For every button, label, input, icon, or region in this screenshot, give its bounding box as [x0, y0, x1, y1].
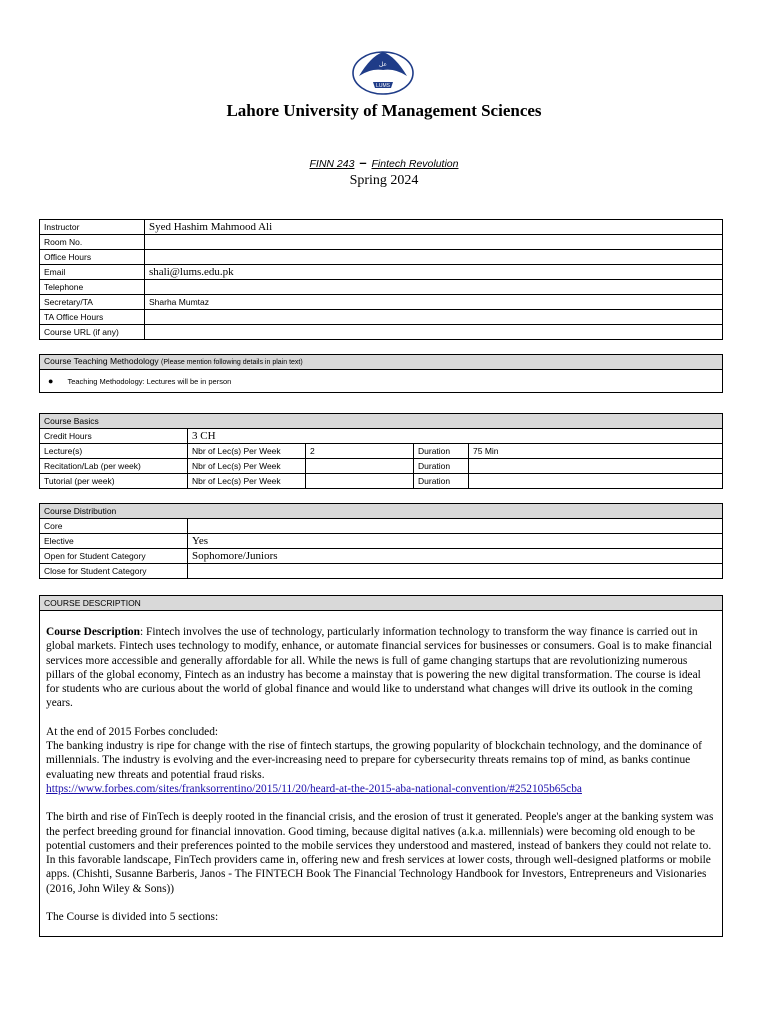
table-row — [40, 295, 723, 310]
row-value — [145, 310, 723, 325]
row-value — [188, 519, 723, 534]
nbr-label: Nbr of Lec(s) Per Week — [188, 474, 306, 489]
forbes-link[interactable]: https://www.forbes.com/sites/franksorrentino/2015/11/20/heard-at-the-2015-aba-national-convention/#252105b65cba — [46, 782, 582, 795]
nbr-label: Nbr of Lec(s) Per Week — [188, 459, 306, 474]
table-row — [40, 220, 723, 235]
table-row — [40, 325, 723, 340]
table-row — [40, 280, 723, 295]
description-paragraph-3: The birth and rise of FinTech is deeply rooted in the financial crisis, and the erosion of trust it generated. People's anger at the banking system was the perfect breeding ground for financial innovation. Good timing, because digital natives (a.k.a. millennials) were becoming old enough to be potential customers and their preferences pointed to the mobile services they understood and mastered, instead of bankers they could not relate to. In this favorable landscape, FinTech providers came in, offering new and fresh services at lower costs, through well-designed platforms or mobile apps. (Chishti, Susanne Barberis, Janos - The FINTECH Book The Financial Technology Handbook for Investors, Entrepreneurs and Visionaries (2016, John Wiley & Sons)) — [46, 811, 714, 895]
row-value: Sharha Mumtaz — [145, 295, 723, 310]
row-label: Instructor — [40, 220, 145, 235]
duration-value — [469, 474, 723, 489]
methodology-header: Course Teaching Methodology (Please mention following details in plain text) — [40, 355, 723, 370]
duration-label: Duration — [414, 474, 469, 489]
methodology-note: (Please mention following details in plain text) — [161, 359, 303, 366]
table-row — [40, 250, 723, 265]
row-value — [145, 325, 723, 340]
table-row — [40, 235, 723, 250]
description-paragraph-4: The Course is divided into 5 sections: — [46, 911, 219, 924]
row-value — [145, 280, 723, 295]
row-label: Tutorial (per week) — [40, 474, 188, 489]
row-value — [145, 250, 723, 265]
course-code: FINN 243 — [309, 158, 355, 170]
course-description-body — [39, 610, 723, 937]
nbr-label: Nbr of Lec(s) Per Week — [188, 444, 306, 459]
credit-hours-label: Credit Hours — [40, 429, 188, 444]
description-paragraph-2: At the end of 2015 Forbes concluded: The banking industry is ripe for change with the rise of fintech startups, the growing popularity of blockchain technology, and the dominance of millennials. The industry is evolving and the ever-increasing need to prepare for cybersecurity threats remains top of mind, as banks continue evaluating new threats and potential fraud risks. https://www.forbes.com/sites/franksorrentino/2015/11/20/heard-at-the-2015-aba-national-convention/#252105b65cba — [46, 725, 702, 795]
nbr-value — [306, 474, 414, 489]
course-basics-header: Course Basics — [40, 414, 723, 429]
row-value: Syed Hashim Mahmood Ali — [145, 220, 723, 235]
table-row — [40, 549, 723, 564]
row-label: Course URL (if any) — [40, 325, 145, 340]
row-label: Secretary/TA — [40, 295, 145, 310]
table-row — [40, 534, 723, 549]
row-label: Recitation/Lab (per week) — [40, 459, 188, 474]
row-label: Telephone — [40, 280, 145, 295]
course-description-table — [39, 595, 723, 611]
table-row — [40, 444, 723, 459]
methodology-bullet: ● Teaching Methodology: Lectures will be in person — [40, 370, 723, 393]
duration-label: Duration — [414, 444, 469, 459]
lums-logo — [351, 46, 415, 96]
logo-text: LUMS — [376, 83, 390, 89]
row-label: Elective — [40, 534, 188, 549]
course-distribution-header: Course Distribution — [40, 504, 723, 519]
row-label: TA Office Hours — [40, 310, 145, 325]
row-label: Office Hours — [40, 250, 145, 265]
nbr-value — [306, 459, 414, 474]
duration-label: Duration — [414, 459, 469, 474]
table-row — [40, 474, 723, 489]
course-basics-table — [39, 413, 723, 489]
row-value — [145, 235, 723, 250]
table-row — [40, 564, 723, 579]
row-label: Core — [40, 519, 188, 534]
course-distribution-table — [39, 503, 723, 579]
instructor-table — [39, 219, 723, 340]
duration-value — [469, 459, 723, 474]
table-row — [40, 265, 723, 280]
term: Spring 2024 — [349, 173, 419, 188]
row-label: Email — [40, 265, 145, 280]
table-row — [40, 519, 723, 534]
bullet-icon: ● — [48, 375, 54, 386]
description-lead: Course Description — [46, 626, 140, 638]
row-label: Room No. — [40, 235, 145, 250]
table-row — [40, 429, 723, 444]
course-title: Fintech Revolution — [371, 158, 459, 170]
row-value: Sophomore/Juniors — [188, 549, 723, 564]
nbr-value: 2 — [306, 444, 414, 459]
university-title: Lahore University of Management Sciences — [226, 101, 542, 120]
duration-value: 75 Min — [469, 444, 723, 459]
logo-arabic-text: عل — [378, 61, 388, 68]
methodology-table — [39, 354, 723, 393]
course-description-header: COURSE DESCRIPTION — [40, 596, 723, 611]
row-value: Yes — [188, 534, 723, 549]
row-label: Open for Student Category — [40, 549, 188, 564]
table-row — [40, 310, 723, 325]
row-label: Lecture(s) — [40, 444, 188, 459]
credit-hours-value: 3 CH — [188, 429, 723, 444]
table-row — [40, 459, 723, 474]
course-title-line — [0, 155, 768, 170]
course-dash: – — [359, 155, 367, 170]
row-value — [188, 564, 723, 579]
description-paragraph-1: Course Description: Fintech involves the use of technology, particularly information technology to transform the way finance is carried out in global markets. Fintech uses technology to modify, enhance, or automate financial services for businesses or consumers. Goal is to make financial services more accessible and generally affordable for all. While the news is full of game changing startups that are revolutionizing numerous pillars of the global economy, Fintech as an industry has become a mainstay that is powering the new digital transformation. The course is ideal for students who are curious about the world of global finance and would like to understand what changes will drive its outlook in the coming years. — [46, 626, 713, 710]
row-value: shali@lums.edu.pk — [145, 265, 723, 280]
row-label: Close for Student Category — [40, 564, 188, 579]
